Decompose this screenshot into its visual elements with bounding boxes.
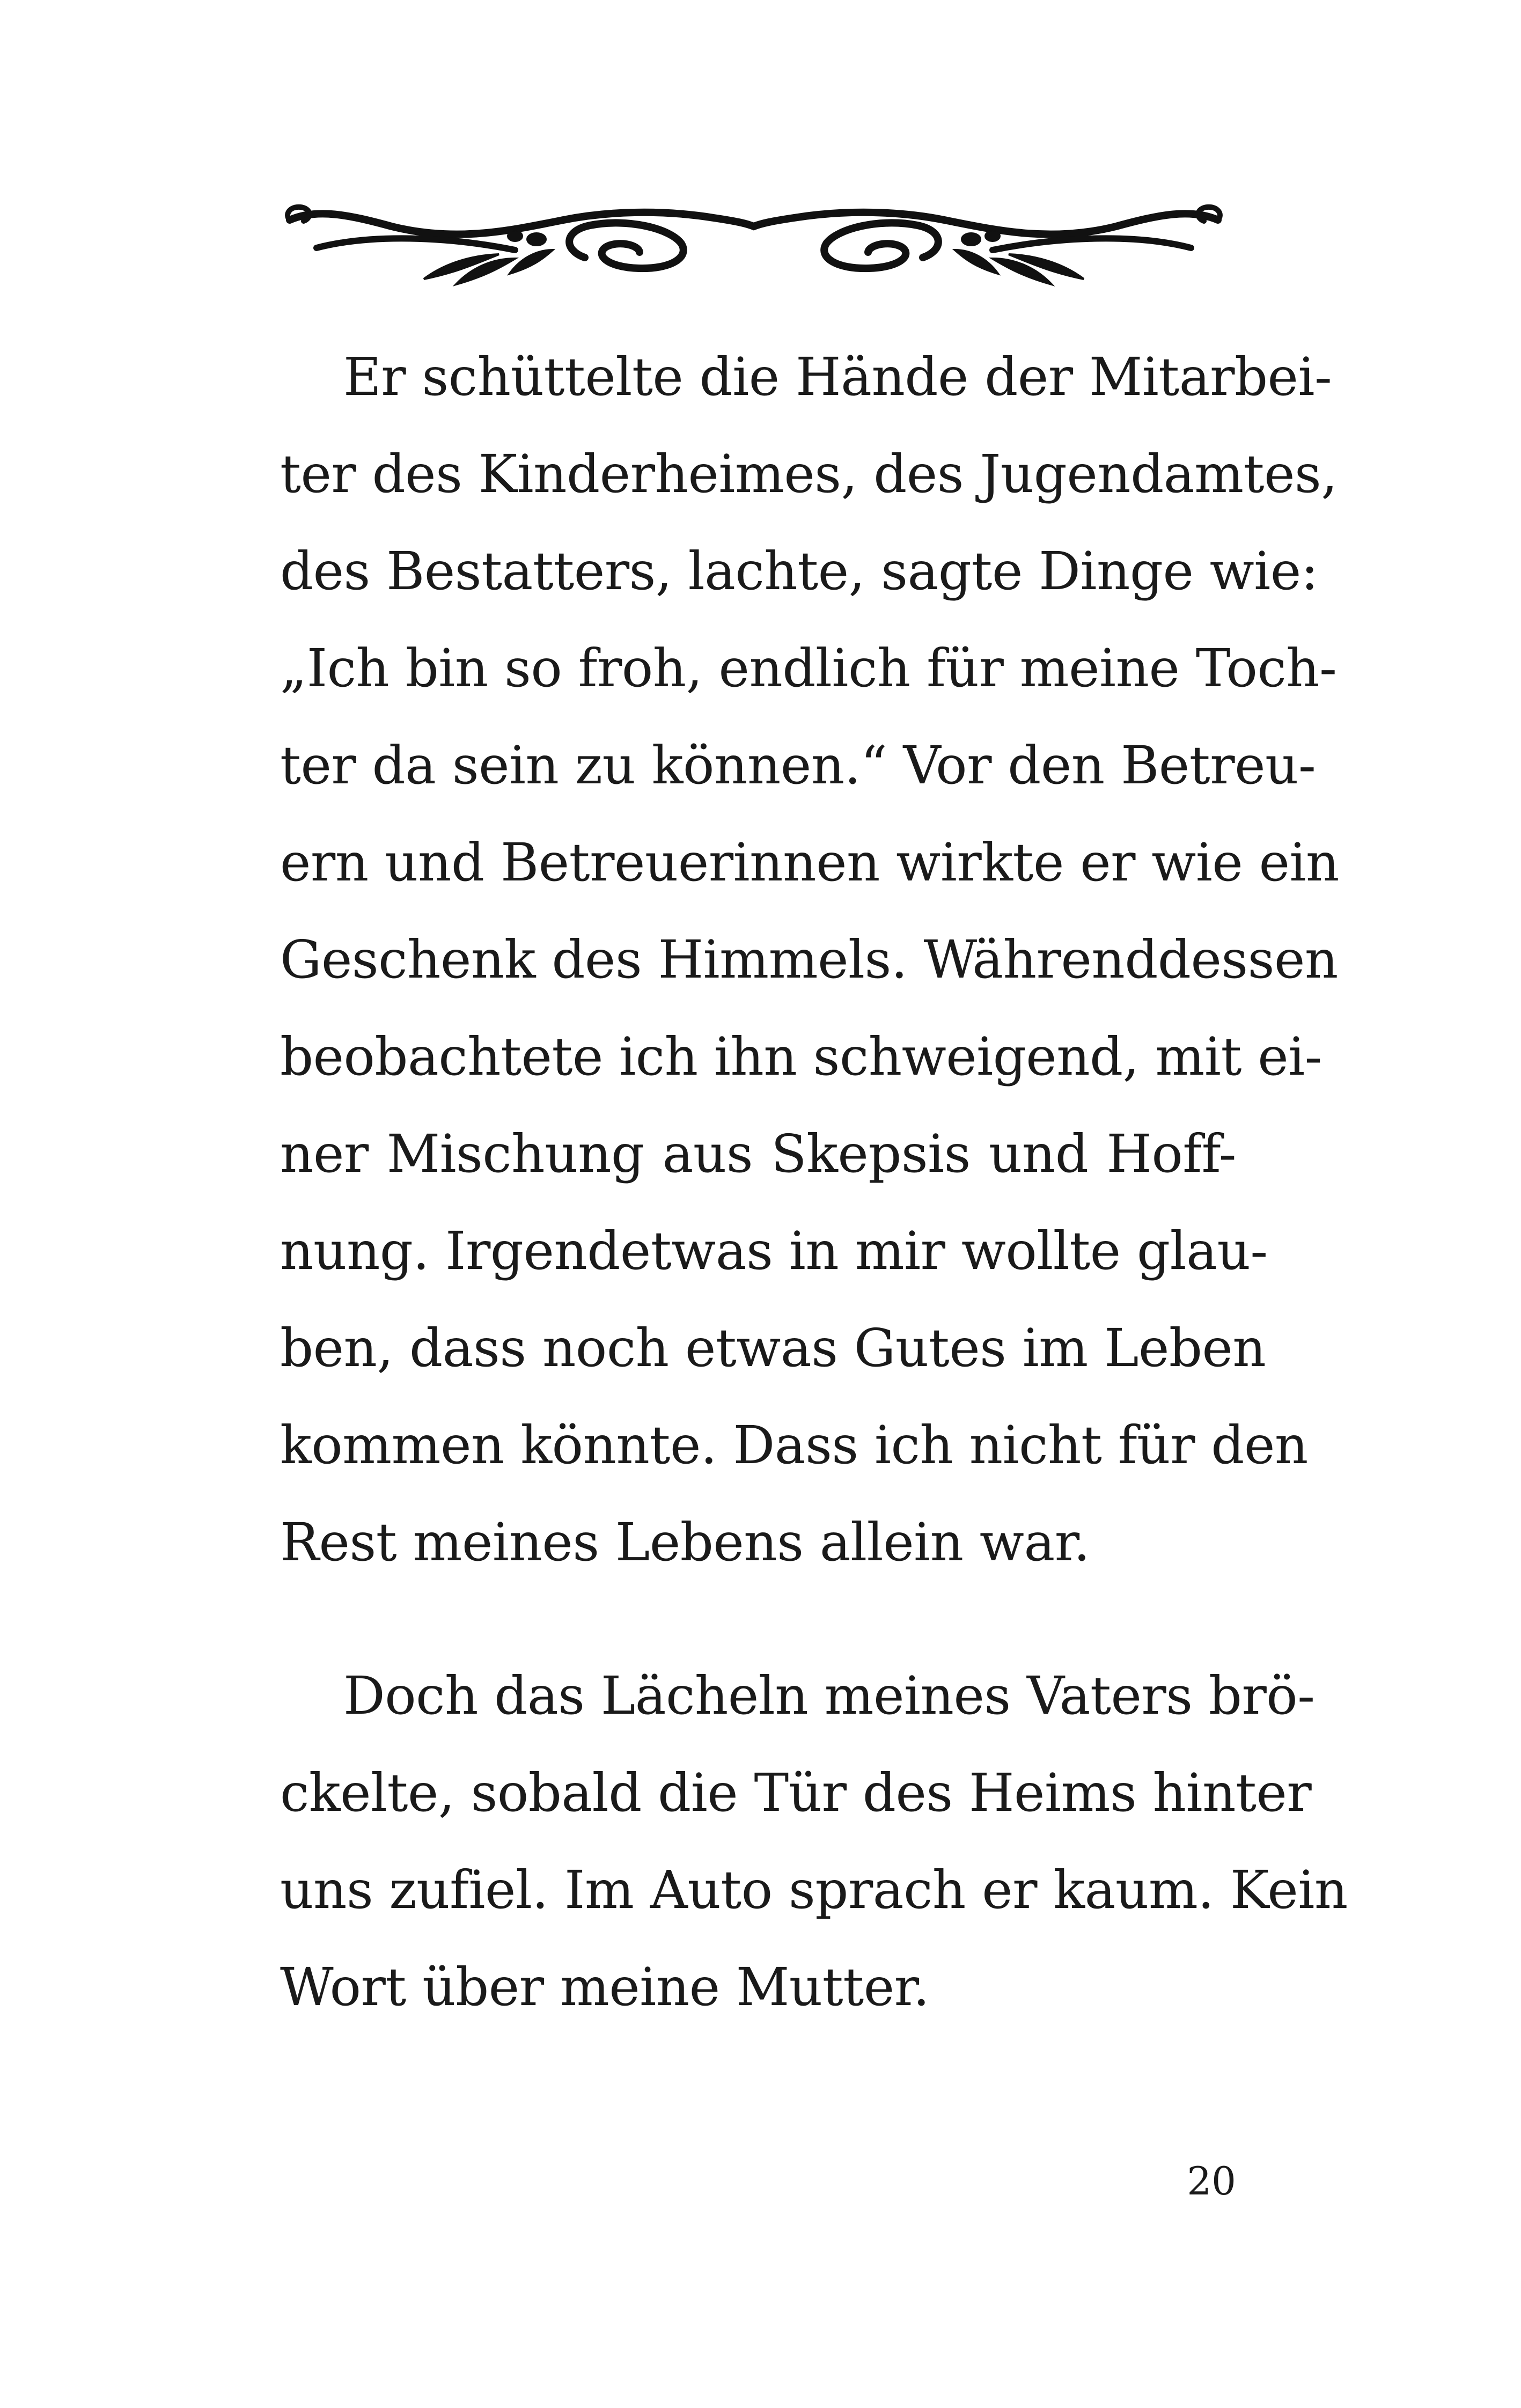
page-number: 20 (1187, 2159, 1236, 2204)
body-text (280, 328, 1348, 2036)
text-line: Doch das Lächeln meines Vaters brö- (343, 1665, 1315, 1726)
text-line: des Bestatters, lachte, sagte Dinge wie: (280, 541, 1318, 601)
text-line: beobachtete ich ihn schweigend, mit ei- (280, 1026, 1322, 1087)
text-line: uns zufiel. Im Auto sprach er kaum. Kein (280, 1860, 1348, 1920)
text-line: kommen könnte. Dass ich nicht für den (280, 1415, 1308, 1475)
text-line: ter des Kinderheimes, des Jugendamtes, (280, 444, 1338, 504)
text-line: Geschenk des Himmels. Währenddessen (280, 929, 1338, 990)
text-line: Wort über meine Mutter. (280, 1957, 930, 2017)
text-line: ner Mischung aus Skepsis und Hoff- (280, 1124, 1236, 1184)
text-line: ckelte, sobald die Tür des Heims hinter (280, 1763, 1312, 1823)
paragraph-2 (280, 1647, 1348, 2036)
text-line: ter da sein zu können.“ Vor den Betreu- (280, 735, 1316, 796)
scroll-flourish-ornament (284, 199, 1223, 290)
text-line: „Ich bin so froh, endlich für meine Toch- (280, 638, 1337, 699)
text-line: ern und Betreuerinnen wirkte er wie ein (280, 832, 1340, 893)
paragraph-gap (280, 1591, 1236, 1647)
text-line: ben, dass noch etwas Gutes im Leben (280, 1318, 1266, 1378)
text-line: Rest meines Lebens allein war. (280, 1512, 1090, 1573)
text-line: nung. Irgendetwas in mir wollte glau- (280, 1221, 1268, 1281)
paragraph-1 (280, 328, 1340, 1591)
text-line: Er schüttelte die Hände der Mitarbei- (343, 347, 1332, 407)
